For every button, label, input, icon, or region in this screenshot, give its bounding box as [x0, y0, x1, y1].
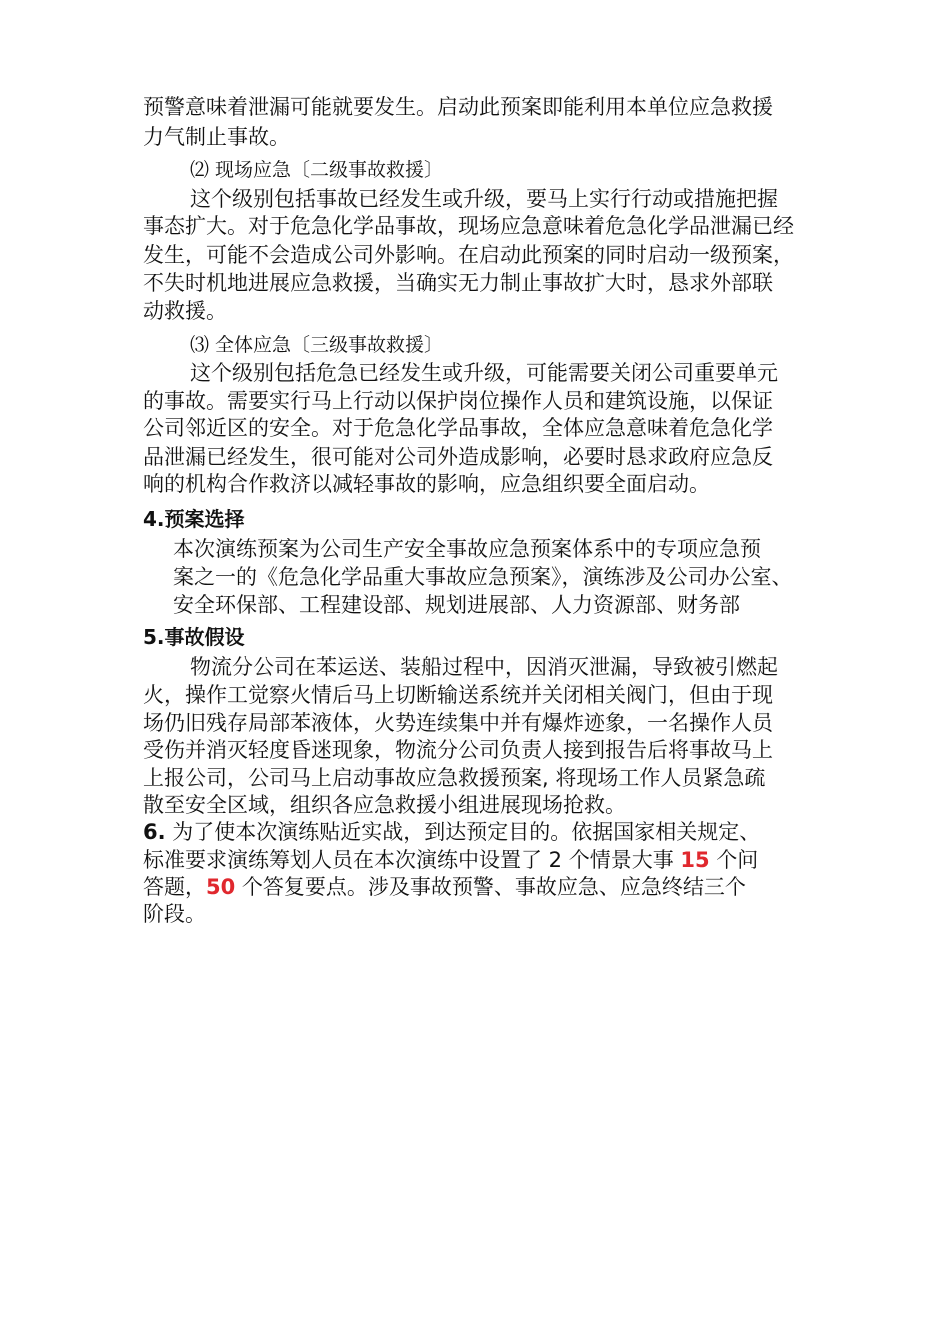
section6-line2: [143, 845, 758, 875]
section-heading-accident-assumption: 5.事故假设: [143, 625, 245, 649]
paragraph-line: 上报公司，公司马上启动事故应急救援预案, 将现场工作人员紧急疏: [143, 766, 766, 790]
paragraph-line: 品泄漏已经发生，很可能对公司外造成影响，必要时恳求政府应急反: [143, 445, 773, 469]
paragraph-line: 散至安全区域，组织各应急救援小组进展现场抢救。: [143, 793, 626, 817]
subheading-level2: ⑵ 现场应急〔二级事故救援〕: [190, 159, 444, 181]
section-number: 6.: [143, 820, 166, 844]
paragraph-line: 响的机构合作救济以减轻事故的影响，应急组织要全面启动。: [143, 472, 710, 496]
paragraph-text: 答题，: [143, 875, 206, 899]
paragraph-line: 场仍旧残存局部苯液体，火势连续集中并有爆炸迹象，一名操作人员: [143, 711, 773, 735]
highlight-number-50: 50: [206, 875, 236, 899]
paragraph-line: 的事故。需要实行马上行动以保护岗位操作人员和建筑设施，以保证: [143, 389, 773, 413]
paragraph-text: 个问: [709, 848, 759, 872]
paragraph-line: 受伤并消灭轻度昏迷现象，物流分公司负责人接到报告后将事故马上: [143, 738, 773, 762]
paragraph-line: 本次演练预案为公司生产安全事故应急预案体系中的专项应急预: [173, 537, 761, 561]
paragraph-line: 预警意味着泄漏可能就要发生。启动此预案即能利用本单位应急救援: [143, 95, 773, 119]
paragraph-line: 火，操作工觉察火情后马上切断输送系统并关闭相关阀门，但由于现: [143, 683, 773, 707]
section6-line1: [143, 817, 760, 847]
paragraph-line: 这个级别包括危急已经发生或升级，可能需要关闭公司重要单元: [190, 361, 778, 385]
highlight-number-15: 15: [680, 848, 710, 872]
paragraph-line: 这个级别包括事故已经发生或升级，要马上实行行动或措施把握: [190, 187, 778, 211]
subheading-level3: ⑶ 全体应急〔三级事故救援〕: [190, 334, 444, 356]
paragraph-line: 发生，可能不会造成公司外影响。在启动此预案的同时启动一级预案，: [143, 243, 794, 267]
paragraph-line: 公司邻近区的安全。对于危急化学品事故，全体应急意味着危急化学: [143, 416, 773, 440]
paragraph-line: 物流分公司在苯运送、装船过程中，因消灭泄漏，导致被引燃起: [190, 655, 778, 679]
paragraph-line: 不失时机地进展应急救援，当确实无力制止事故扩大时，恳求外部联: [143, 271, 773, 295]
paragraph-text: 标准要求演练筹划人员在本次演练中设置了 2 个情景大事: [143, 848, 681, 872]
paragraph-line: 力气制止事故。: [143, 125, 290, 149]
paragraph-line: 安全环保部、工程建设部、规划进展部、人力资源部、财务部: [173, 593, 740, 617]
paragraph-text: 个答复要点。涉及事故预警、事故应急、应急终结三个: [235, 875, 746, 899]
paragraph-line: 案之一的《危急化学品重大事故应急预案》，演练涉及公司办公室、: [173, 565, 793, 589]
section6-line4: 阶段。: [143, 902, 206, 926]
section-heading-plan-selection: 4.预案选择: [143, 507, 245, 531]
paragraph-text: 为了使本次演练贴近实战，到达预定目的。依据国家相关规定、: [165, 820, 761, 844]
section6-line3: [143, 872, 746, 902]
paragraph-line: 事态扩大。对于危急化学品事故，现场应急意味着危急化学品泄漏已经: [143, 214, 794, 238]
paragraph-line: 动救援。: [143, 299, 227, 323]
